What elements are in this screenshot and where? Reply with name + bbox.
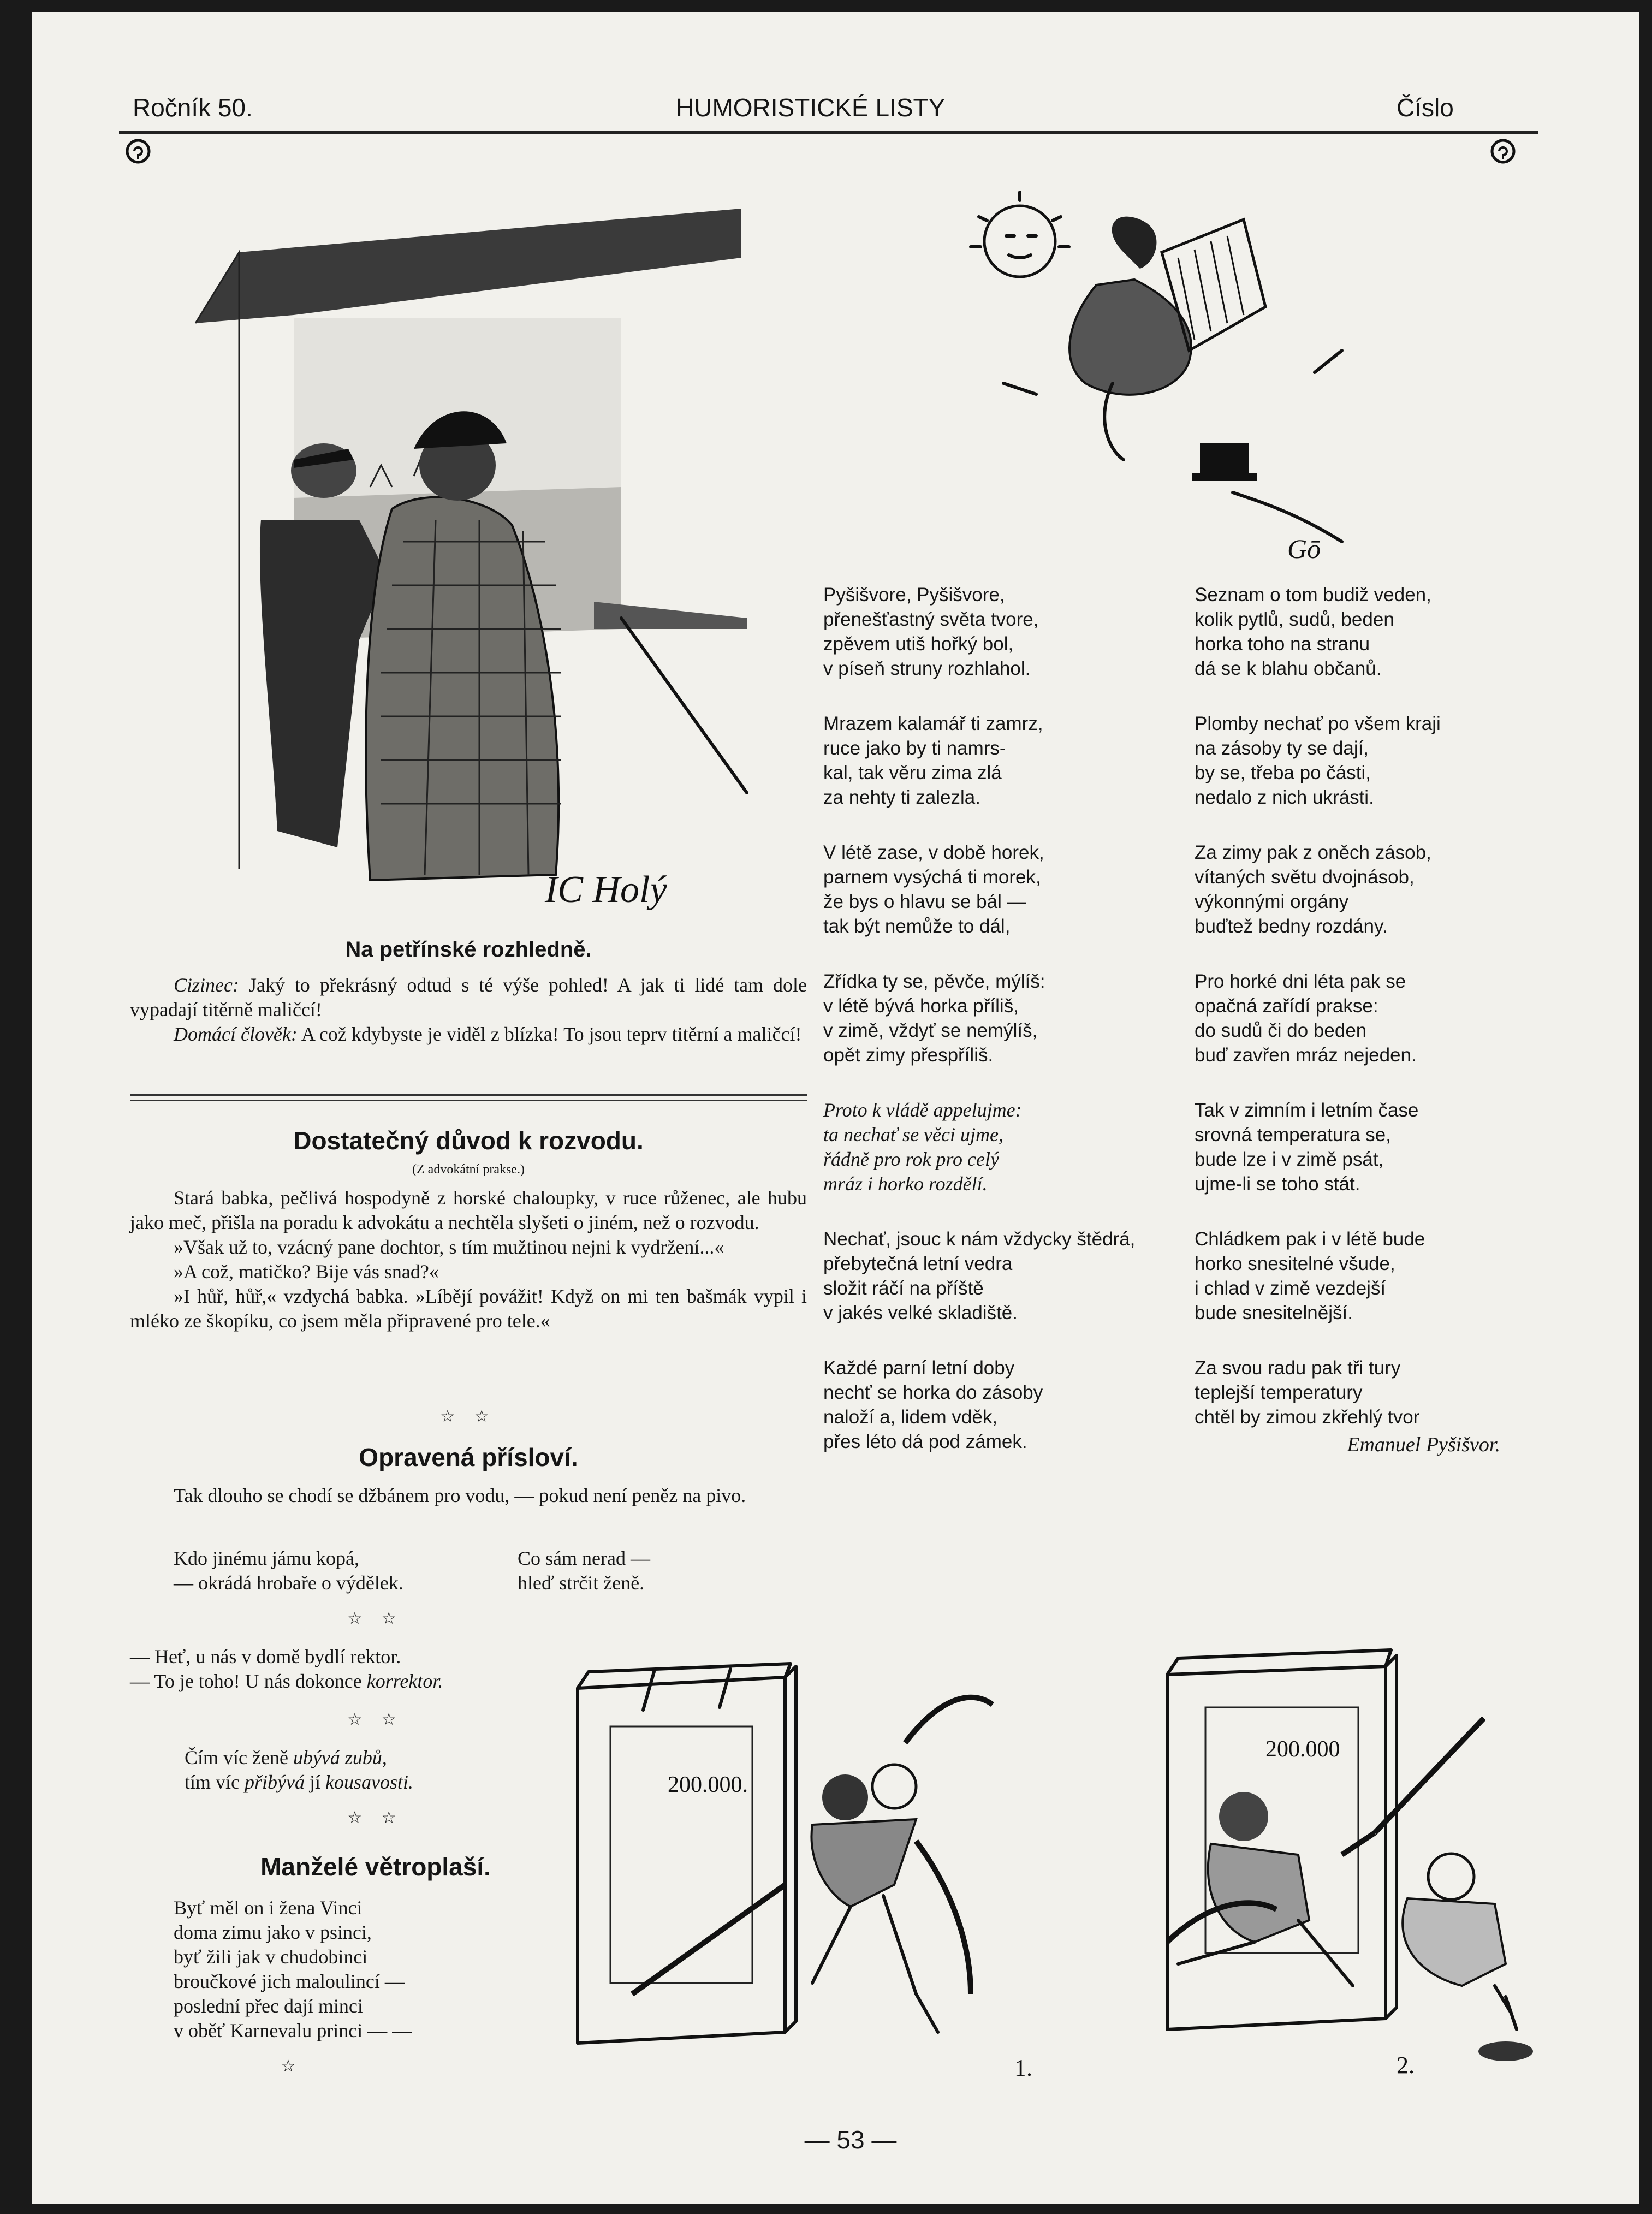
poem-stanza: V létě zase, v době horek, parnem vysýchá ti morek, že bys o hlavu se bál — tak být nemůže to dál, — [823, 842, 1044, 937]
volume-label: Ročník 50. — [133, 93, 253, 122]
paragraph: »Však už to, vzácný pane dochtor, s tím mužtinou nejni k vydržení...« — [174, 1236, 724, 1258]
paragraph: »I hůř, hůř,« vzdychá babka. »Líbějí povážit! Když on mi ten bašmák vypil i mléko ze škopíku, co jsem měla připravené pro tele.« — [130, 1285, 807, 1332]
burglars-panel-2-illustration — [1134, 1636, 1588, 2084]
joke-rector-line1: — Heť, u nás v domě bydlí rektor. — [130, 1646, 401, 1667]
poem-stanza: Tak v zimním i letním čase srovná temperatura se, bude lze i v zimě psát, ujme-li se toho stát. — [1195, 1100, 1419, 1195]
artist-signature: IC Holý — [545, 869, 667, 911]
paragraph: Stará babka, pečlivá hospodyně z horské chaloupky, v ruce růženec, ale hubu jako meč, přišla na poradu k advokátu a nechtěla slyšeti o jiném, než o rozvodu. — [130, 1187, 807, 1233]
safe-label-1: 200.000. — [668, 1772, 748, 1797]
page — [32, 12, 1639, 2204]
poem-stanza: Zřídka ty se, pěvče, mýlíš: v létě bývá horka příliš, v zimě, vždyť se nemýlíš, opět zimy přespříliš. — [823, 971, 1045, 1066]
panel-number-2: 2. — [1397, 2052, 1415, 2079]
proverb-1-line1: Kdo jinému jámu kopá, — [174, 1547, 359, 1569]
lookout-illustration — [130, 192, 807, 918]
proverb-2 — [518, 1546, 650, 1595]
stars-divider: ☆ ☆ — [440, 1408, 497, 1426]
stars-divider: ☆ ☆ — [347, 1610, 404, 1628]
poem-stanza: Mrazem kalamář ti zamrz, ruce jako by ti namrs- kal, tak věru zima zlá za nehty ti zalezla. — [823, 713, 1043, 808]
burglars-panel-1-illustration — [556, 1655, 1069, 2087]
caption-text1: Jaký to překrásný odtud s té výše pohled! A jak ti lidé tam dole vypadají titěrně maličcí! — [130, 974, 807, 1020]
proverb-paragraph: Tak dlouho se chodí se džbánem pro vodu, — pokud není peněz na pivo. — [174, 1485, 746, 1506]
header-rule — [119, 131, 1538, 134]
section-divorce-subtitle: (Z advokátní prakse.) — [412, 1162, 525, 1177]
paragraph: »A což, matičko? Bije vás snad?« — [174, 1261, 439, 1283]
proverb-1-line2: — okrádá hrobaře o výdělek. — [174, 1572, 403, 1594]
single-star: ☆ — [281, 2057, 296, 2075]
section-proverbs-title: Opravená přísloví. — [359, 1443, 578, 1471]
proverb-2-line1: Co sám nerad — — [518, 1547, 650, 1569]
poem-stanza: Pyšišvore, Pyšišvore, přenešťastný světa tvore, zpěvem utiš hořký bol, v píseň struny rozhlahol. — [823, 584, 1039, 679]
section-divorce-body — [130, 1186, 807, 1333]
poem-stanza: Chládkem pak i v létě bude horko snesitelné všude, i chlad v zimě vezdejší bude snesitelnější. — [1195, 1228, 1425, 1323]
proverb-2-line2: hleď strčit ženě. — [518, 1572, 645, 1594]
poem-stanza: Plomby nechať po všem kraji na zásoby ty se dají, by se, třeba po části, nedalo z nich ukrásti. — [1195, 713, 1441, 808]
page-number: — 53 — — [804, 2126, 897, 2154]
divider-1 — [130, 1094, 807, 1096]
joke-teeth — [185, 1746, 413, 1795]
poem-stanza: Nechať, jsouc k nám vždycky štědrá, přebytečná letní vedra složit ráčí na příště v jakés velké skladiště. — [823, 1228, 1136, 1323]
spendthrift-poem: Byť měl on i žena Vinci doma zimu jako v psinci, byť žili jak v chudobinci broučkové jich maloulincí — poslední přec dají minci v oběť Karnevalu princi — — — [174, 1897, 412, 2041]
caption-line2 — [130, 1022, 807, 1047]
svg-text:Gō: Gō — [1287, 533, 1321, 564]
poem-stanza: Za zimy pak z oněch zásob, vítaných světu dvojnásob, výkonnými orgány buďtež bedny rozdány. — [1195, 842, 1431, 937]
divider-2 — [130, 1100, 807, 1101]
poem-column-1 — [823, 583, 1195, 1485]
joke-teeth-line2: tím víc přibývá jí kousavosti. — [185, 1771, 413, 1793]
joke-rector-line2: — To je toho! U nás dokonce korrektor. — [130, 1670, 443, 1692]
issue-label: Číslo — [1397, 93, 1454, 122]
proverb-1 — [174, 1546, 403, 1595]
poem-stanza: Seznam o tom budiž veden, kolik pytlů, sudů, beden horka toho na stranu dá se k blahu občanů. — [1195, 584, 1431, 679]
stars-divider: ☆ ☆ — [347, 1809, 404, 1827]
poem-stanza-italic: Proto k vládě appelujme: ta nechať se věci ujme, řádně pro rok pro celý mráz i horko rozdělí. — [823, 1099, 1022, 1195]
magazine-title: HUMORISTICKÉ LISTY — [676, 93, 946, 122]
joke-teeth-line1: Čím víc ženě ubývá zubů, — [185, 1747, 387, 1768]
panel-number-1: 1. — [1014, 2055, 1032, 2081]
poem-stanza: Pro horké dni léta pak se opačná zařídí prakse: do sudů či do beden buď zavřen mráz nejeden. — [1195, 971, 1417, 1066]
poet-harp-illustration — [960, 187, 1407, 569]
poem-stanza: Každé parní letní doby nechť se horka do zásoby naloží a, lidem vděk, přes léto dá pod zámek. — [823, 1357, 1043, 1452]
poem-column-2 — [1195, 583, 1571, 1457]
caption-title: Na petřínské rozhledně. — [345, 937, 592, 961]
section-divorce-title: Dostatečný důvod k rozvodu. — [293, 1126, 644, 1155]
safe-label-2: 200.000 — [1265, 1737, 1340, 1762]
poem-signature: Emanuel Pyšišvor. — [1347, 1433, 1500, 1456]
caption-line1 — [130, 973, 807, 1022]
poem-stanza: Za svou radu pak tři tury teplejší temperatury chtěl by zimou zkřehlý tvor — [1195, 1357, 1420, 1428]
ornament-right-icon — [1484, 135, 1522, 168]
speaker-foreigner: Cizinec: — [174, 974, 239, 996]
stars-divider: ☆ ☆ — [347, 1711, 404, 1729]
section-spendthrift-title: Manželé větroplaší. — [260, 1853, 491, 1881]
caption-text2: A což kdybyste je viděl z blízka! To jsou teprv titěrní a maličcí! — [301, 1023, 802, 1045]
ornament-left-icon — [119, 135, 157, 168]
speaker-local: Domácí člověk: — [174, 1023, 298, 1045]
joke-rector — [130, 1645, 443, 1694]
